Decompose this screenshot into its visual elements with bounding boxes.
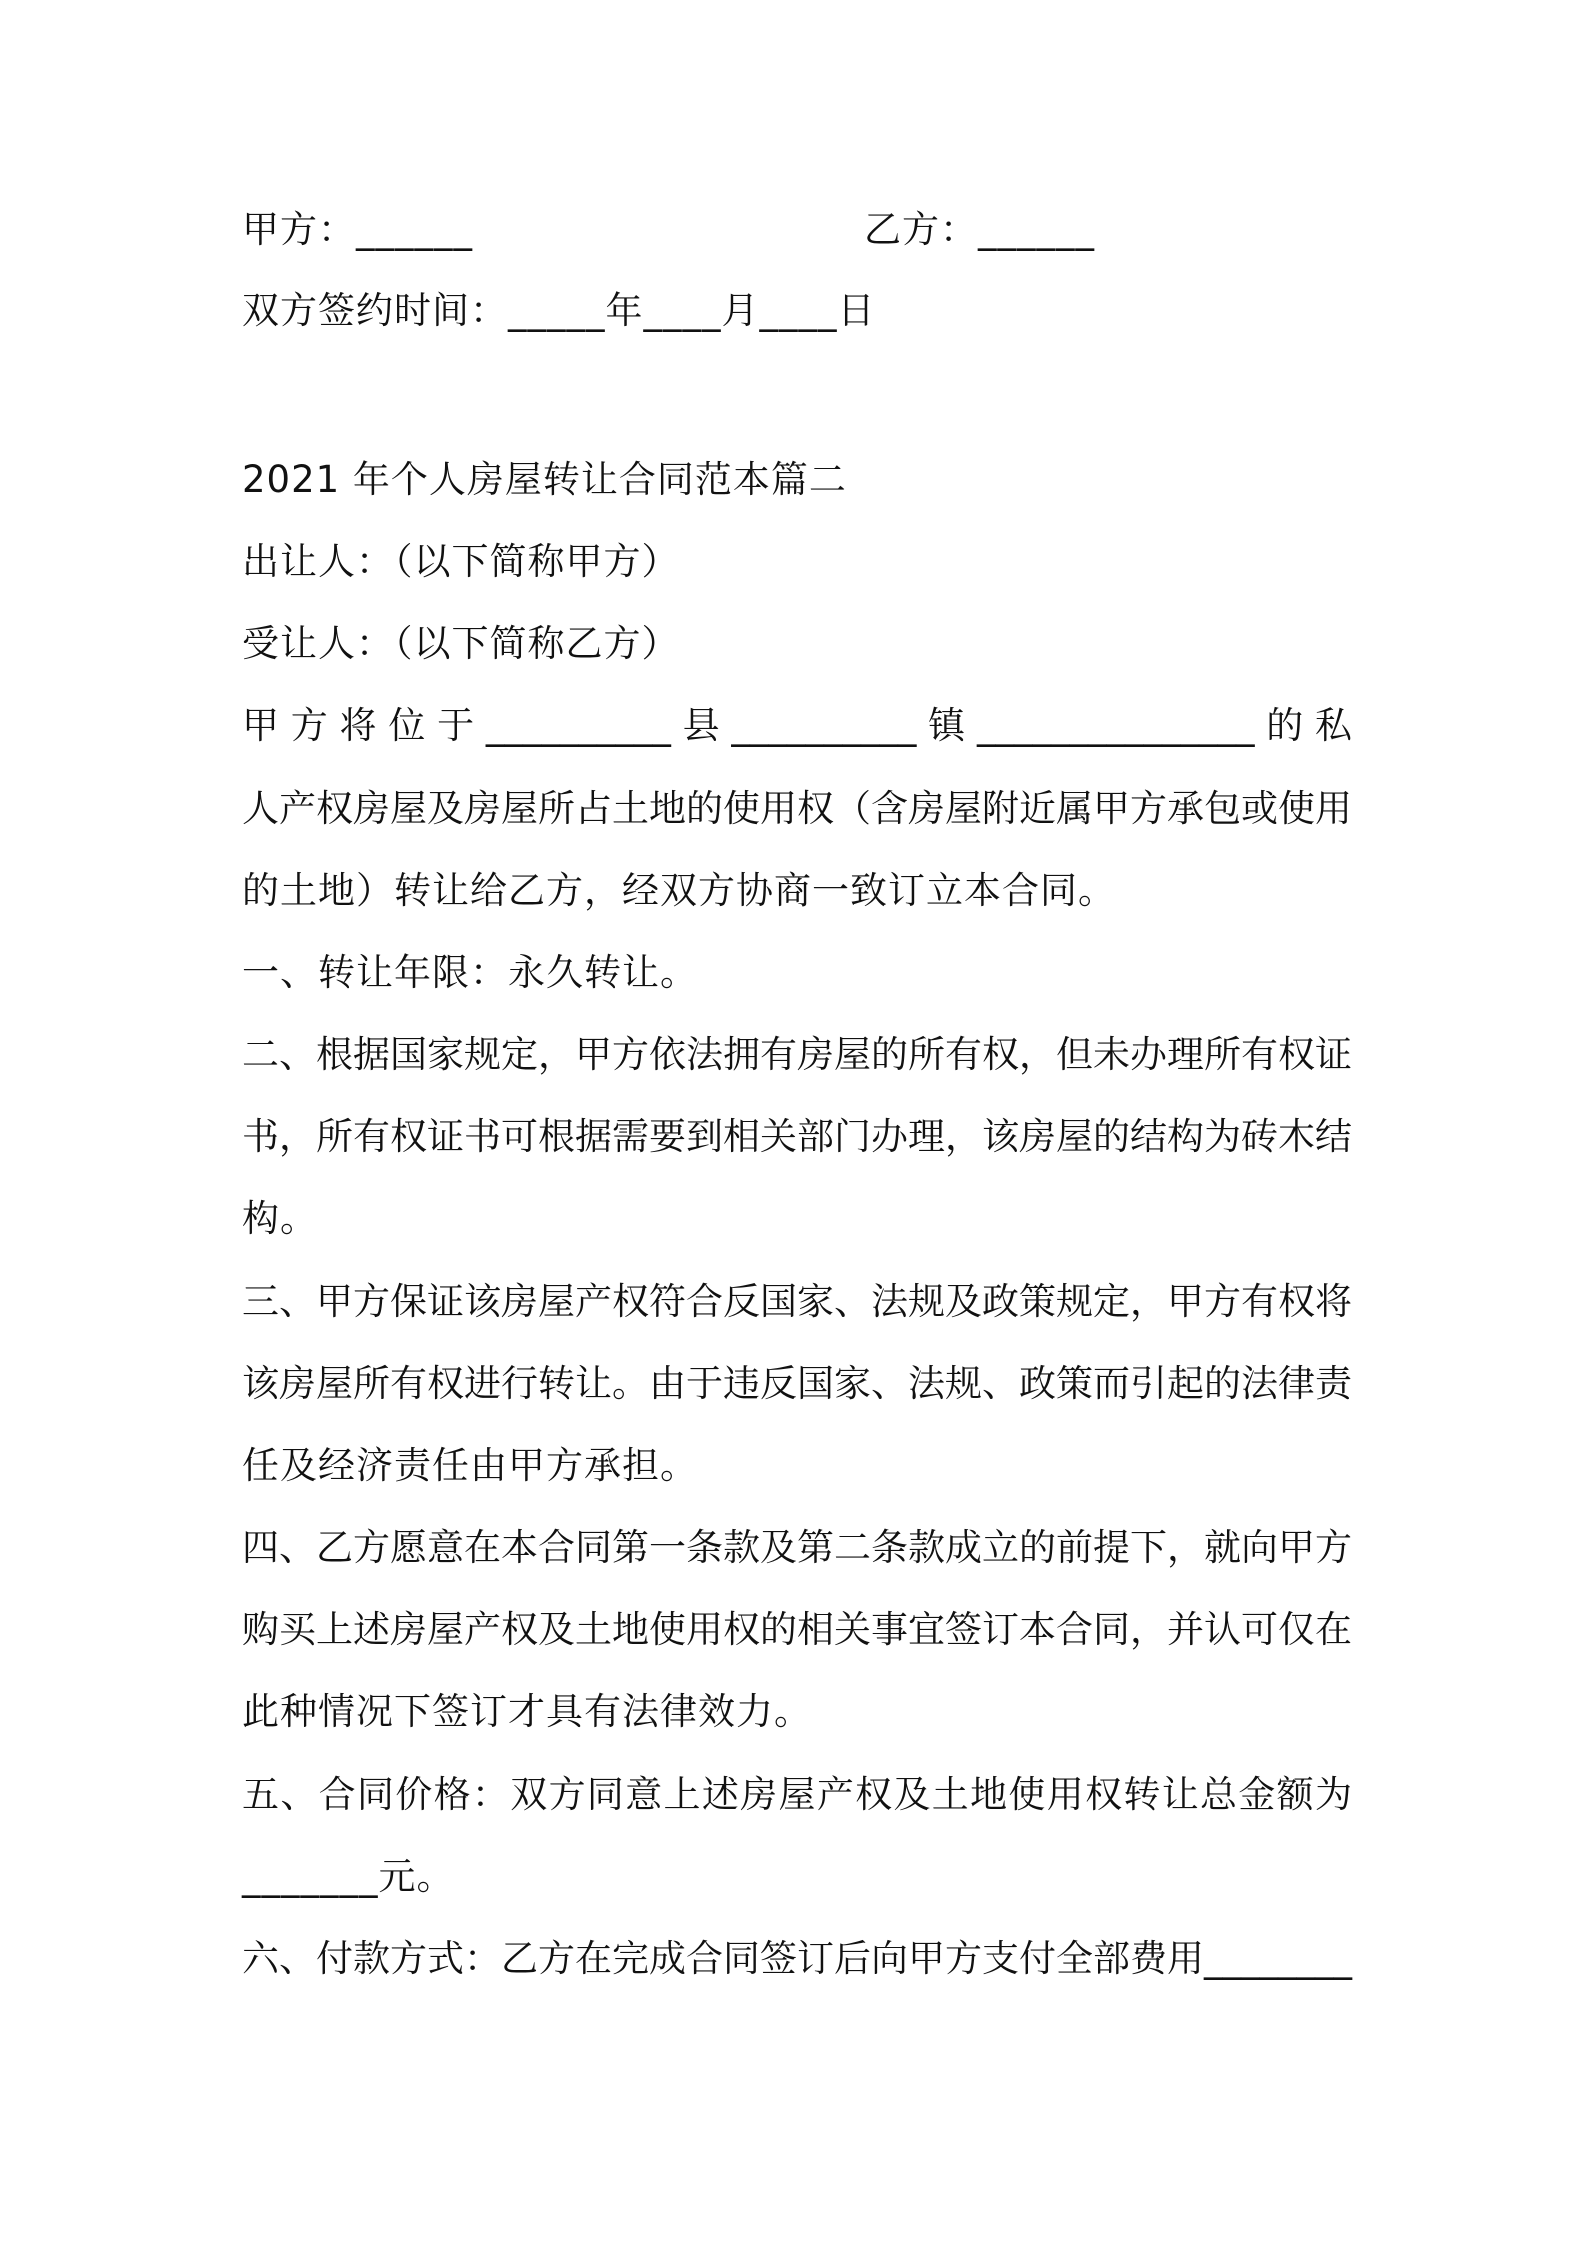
transferee-line: 受让人：（以下简称乙方） xyxy=(242,622,680,665)
party-a-signature: 甲方：______ xyxy=(242,208,473,251)
clause-3-line: 任及经济责任由甲方承担。 xyxy=(242,1444,698,1487)
sign-date: 双方签约时间：_____年____月____日 xyxy=(242,289,876,332)
clause-2-line: 书，所有权证书可根据需要到相关部门办理，该房屋的结构为砖木结 xyxy=(242,1115,1352,1158)
clause-4-line: 四、乙方愿意在本合同第一条款及第二条款成立的前提下，就向甲方 xyxy=(242,1526,1352,1569)
clause-2-line: 二、根据国家规定，甲方依法拥有房屋的所有权，但未办理所有权证 xyxy=(242,1033,1352,1076)
clause-5-line: _______元。 xyxy=(242,1855,455,1898)
clause-3-line: 三、甲方保证该房屋产权符合反国家、法规及政策规定，甲方有权将 xyxy=(242,1280,1352,1323)
clause-3-line: 该房屋所有权进行转让。由于违反国家、法规、政策而引起的法律责 xyxy=(242,1362,1352,1405)
clause-5-line: 五、合同价格：双方同意上述房屋产权及土地使用权转让总金额为 xyxy=(242,1773,1352,1816)
clause-4-line: 此种情况下签订才具有法律效力。 xyxy=(242,1690,812,1733)
intro-line: 人产权房屋及房屋所占土地的使用权（含房屋附近属甲方承包或使用 xyxy=(242,787,1352,830)
clause-1: 一、转让年限：永久转让。 xyxy=(242,951,698,994)
clause-4-line: 购买上述房屋产权及土地使用权的相关事宜签订本合同，并认可仅在 xyxy=(242,1608,1352,1651)
party-b-signature: 乙方：______ xyxy=(864,208,1095,251)
intro-line: 的土地）转让给乙方，经双方协商一致订立本合同。 xyxy=(242,869,1116,912)
clause-2-line: 构。 xyxy=(242,1197,318,1240)
transferor-line: 出让人：（以下简称甲方） xyxy=(242,540,680,583)
intro-line: 甲方将位于__________县__________镇_______________的私 xyxy=(242,704,1352,747)
contract-title: 2021 年个人房屋转让合同范本篇二 xyxy=(242,458,847,501)
clause-6: 六、付款方式：乙方在完成合同签订后向甲方支付全部费用________ xyxy=(242,1937,1352,1980)
